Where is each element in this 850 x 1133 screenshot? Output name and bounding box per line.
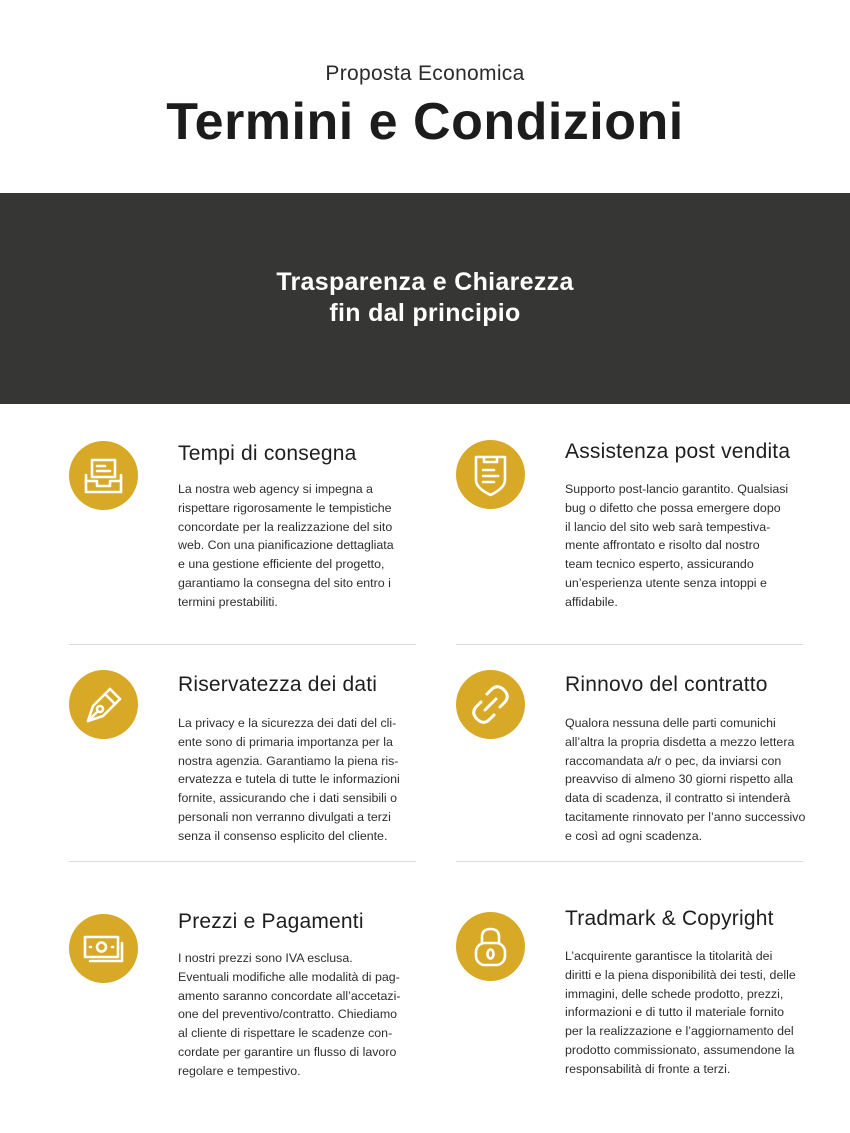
banner-headline-line-2: fin dal principio — [329, 299, 521, 327]
body-line: per la realizzazione e l’aggiornamento del — [565, 1024, 794, 1039]
body-line: Supporto post-lancio garantito. Qualsiasi — [565, 482, 789, 496]
body-line: termini prestabiliti. — [178, 594, 278, 609]
section-body-data-privacy — [178, 714, 423, 846]
body-line: immagini, delle schede prodotto, prezzi, — [565, 986, 784, 1001]
body-line: ervatezza e tutela di tutte le informazioni — [178, 772, 400, 787]
section-body-trademark-copyright — [565, 947, 835, 1079]
section-title-trademark-copyright: Tradmark & Copyright — [565, 907, 774, 930]
row-divider-right-2 — [456, 861, 803, 862]
body-line: ente sono di primaria importanza per la — [178, 734, 393, 749]
body-line: mente affrontato e risolto dal nostro — [565, 538, 760, 553]
body-line: nostra agenzia. Garantiamo la piena ris- — [178, 753, 399, 768]
document-subtitle: Proposta Economica — [325, 62, 525, 85]
body-line: I nostri prezzi sono IVA esclusa. — [178, 951, 353, 965]
document-title: Termini e Condizioni — [166, 93, 684, 151]
body-line: La privacy e la sicurezza dei dati del cli- — [178, 716, 397, 730]
section-body-prices-payments — [178, 949, 423, 1081]
body-line: Eventuali modifiche alle modalità di pag- — [178, 969, 400, 984]
section-title-after-sales-support: Assistenza post vendita — [565, 440, 791, 463]
section-title-contract-renewal: Rinnovo del contratto — [565, 673, 768, 696]
row-divider-left-2 — [69, 861, 416, 862]
body-line: e così ad ogni scadenza. — [565, 828, 703, 843]
body-line: garantiamo la consegna del sito entro i — [178, 575, 391, 590]
body-line: e una gestione efficiente del progetto, — [178, 557, 385, 572]
section-body-delivery-times — [178, 480, 418, 612]
body-line: one del preventivo/contratto. Chiediamo — [178, 1007, 398, 1022]
row-divider-right-1 — [456, 644, 803, 645]
body-line: informazioni e di tutto il materiale fornito — [565, 1005, 785, 1020]
banknotes-icon — [69, 914, 138, 983]
body-line: raccomandata a/r o pec, da inviarsi con — [565, 753, 782, 768]
body-line: rispettare rigorosamente le tempistiche — [178, 500, 392, 515]
section-body-contract-renewal — [565, 714, 840, 846]
section-title-delivery-times: Tempi di consegna — [178, 442, 357, 465]
body-line: al cliente di rispettare le scadenze con- — [178, 1026, 393, 1041]
row-divider-left-1 — [69, 644, 416, 645]
body-line: L’acquirente garantisce la titolarità dei — [565, 949, 773, 963]
body-line: regolare e tempestivo. — [178, 1063, 301, 1078]
link-icon — [456, 670, 525, 739]
pen-nib-icon — [69, 670, 138, 739]
body-line: bug o difetto che possa emergere dopo — [565, 500, 781, 515]
shield-document-icon — [456, 440, 525, 509]
body-line: un’esperienza utente senza intoppi e — [565, 575, 767, 590]
page-header — [0, 0, 850, 193]
inbox-document-icon — [69, 441, 138, 510]
body-line: senza il consenso esplicito del cliente. — [178, 828, 388, 843]
body-line: tacitamente rinnovato per l’anno successivo — [565, 809, 806, 824]
body-line: personali non verranno divulgati a terzi — [178, 809, 391, 824]
body-line: amento saranno concordate all’accetazi- — [178, 988, 401, 1003]
padlock-icon — [456, 912, 525, 981]
body-line: diritti e la piena disponibilità dei testi, delle — [565, 967, 796, 982]
body-line: Qualora nessuna delle parti comunichi — [565, 716, 776, 730]
body-line: responsabilità di fronte a terzi. — [565, 1061, 731, 1076]
banner-headline-line-1: Trasparenza e Chiarezza — [276, 268, 574, 296]
body-line: web. Con una pianificazione dettagliata — [178, 538, 394, 553]
body-line: La nostra web agency si impegna a — [178, 482, 373, 496]
body-line: affidabile. — [565, 594, 618, 609]
body-line: concordate per la realizzazione del sito — [178, 519, 393, 534]
body-line: il lancio del sito web sarà tempestiva- — [565, 519, 771, 534]
body-line: all’altra la propria disdetta a mezzo lettera — [565, 734, 795, 749]
body-line: preavviso di almeno 30 giorni rispetto alla — [565, 772, 793, 787]
body-line: prodotto commissionato, assumendone la — [565, 1042, 795, 1057]
section-body-after-sales-support — [565, 480, 815, 612]
body-line: team tecnico esperto, assicurando — [565, 557, 754, 572]
body-line: data di scadenza, il contratto si intenderà — [565, 791, 791, 806]
body-line: cordate per garantire un flusso di lavoro — [178, 1044, 397, 1059]
body-line: fornite, assicurando che i dati sensibili o — [178, 791, 398, 806]
section-title-prices-payments: Prezzi e Pagamenti — [178, 910, 364, 933]
section-title-data-privacy: Riservatezza dei dati — [178, 673, 378, 696]
